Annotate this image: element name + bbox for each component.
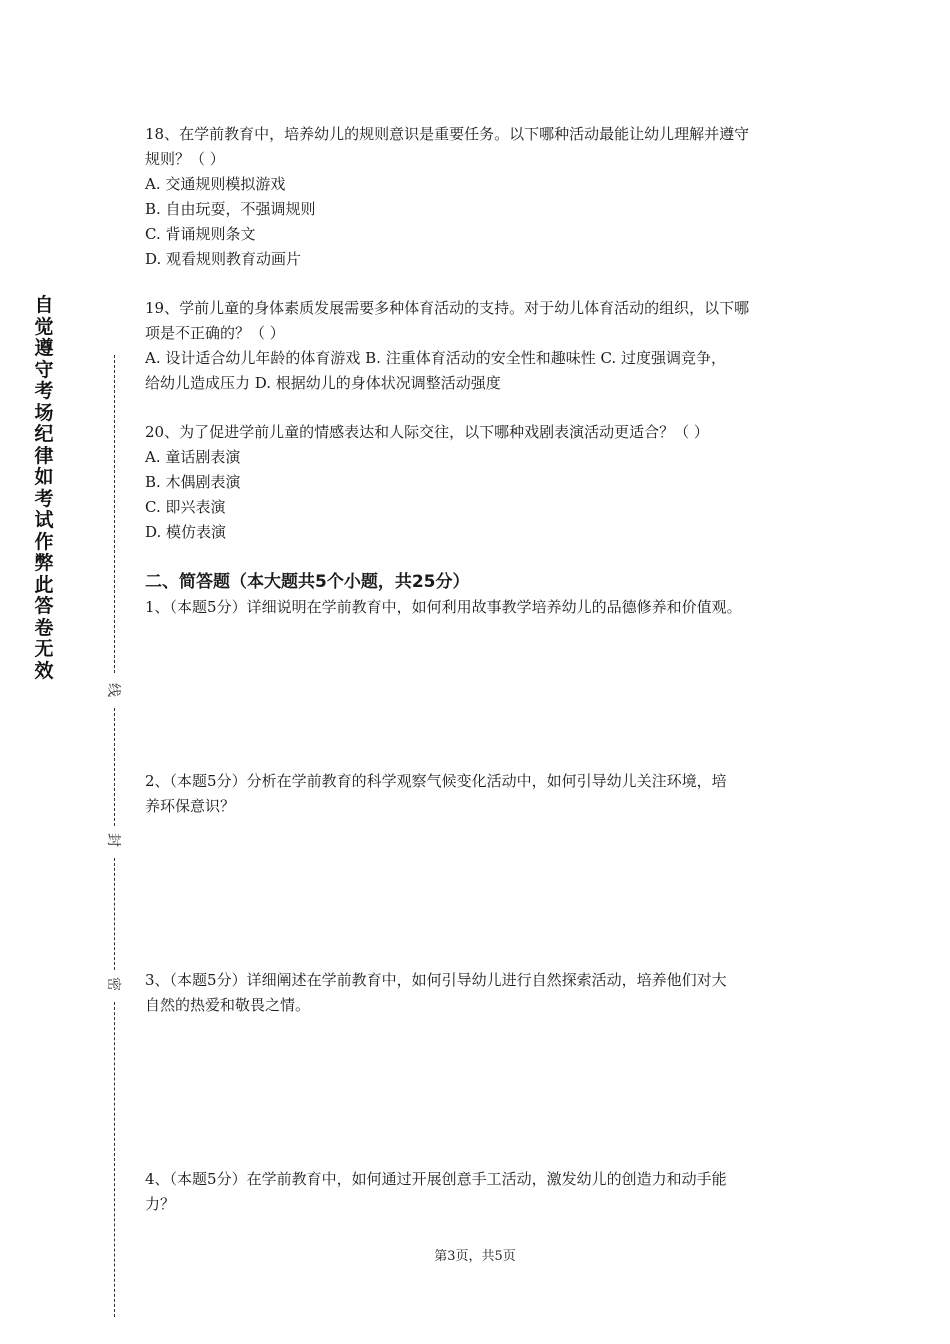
section-title-short-answer: 二、简答题（本大题共5个小题，共25分） (145, 572, 470, 592)
option-b: B. 木偶剧表演 (145, 473, 241, 491)
question-options-line: 给幼儿造成压力 D. 根据幼儿的身体状况调整活动强度 (145, 374, 501, 392)
short-answer-4 (145, 1167, 825, 1217)
exam-discipline-notice: 自觉遵守考场纪律如考试作弊此答卷无效 (34, 294, 54, 682)
question-text-line: 3、（本题5分）详细阐述在学前教育中，如何引导幼儿进行自然探索活动，培养他们对大 (145, 971, 727, 989)
short-answer-1 (145, 595, 825, 620)
option-a: A. 交通规则模拟游戏 (145, 175, 286, 193)
short-answer-2 (145, 769, 825, 819)
question-text-line: 项是不正确的？（ ） (145, 324, 285, 342)
seal-dashed-line-segment-4 (114, 1002, 115, 1317)
question-text-line: 1、（本题5分）详细说明在学前教育中，如何利用故事教学培养幼儿的品德修养和价值观。 (145, 598, 742, 616)
short-answer-3 (145, 968, 825, 1018)
question-text-line: 2、（本题5分）分析在学前教育的科学观察气候变化活动中，如何引导幼儿关注环境，培 (145, 772, 727, 790)
option-a: A. 童话剧表演 (145, 448, 241, 466)
seal-char-mi: 密 (105, 977, 121, 991)
question-18 (145, 122, 825, 272)
question-text-line: 规则？（ ） (145, 150, 225, 168)
seal-dashed-line-segment-1 (114, 355, 115, 673)
question-text-line: 4、（本题5分）在学前教育中，如何通过开展创意手工活动，激发幼儿的创造力和动手能 (145, 1170, 727, 1188)
question-19 (145, 296, 825, 396)
question-options-line: A. 设计适合幼儿年龄的体育游戏 B. 注重体育活动的安全性和趣味性 C. 过度强调竞争， (145, 349, 726, 367)
option-c: C. 背诵规则条文 (145, 225, 256, 243)
option-d: D. 模仿表演 (145, 523, 227, 541)
question-text-line: 自然的热爱和敬畏之情。 (145, 996, 311, 1014)
page-number-footer: 第3页，共5页 (434, 1249, 516, 1264)
question-20 (145, 420, 825, 545)
option-b: B. 自由玩耍，不强调规则 (145, 200, 316, 218)
exam-content (145, 122, 825, 1217)
seal-dashed-line-segment-3 (114, 858, 115, 970)
question-text-line: 养环保意识？ (145, 797, 236, 815)
question-text-line: 20、为了促进学前儿童的情感表达和人际交往，以下哪种戏剧表演活动更适合？（ ） (145, 423, 709, 441)
option-d: D. 观看规则教育动画片 (145, 250, 302, 268)
seal-char-feng: 封 (105, 833, 121, 847)
question-text-line: 18、在学前教育中，培养幼儿的规则意识是重要任务。以下哪种活动最能让幼儿理解并遵守 (145, 125, 750, 143)
option-c: C. 即兴表演 (145, 498, 226, 516)
seal-dashed-line-segment-2 (114, 708, 115, 826)
seal-char-xian: 线 (105, 683, 121, 697)
question-text-line: 19、学前儿童的身体素质发展需要多种体育活动的支持。对于幼儿体育活动的组织，以下哪 (145, 299, 750, 317)
question-text-line: 力？ (145, 1195, 176, 1213)
